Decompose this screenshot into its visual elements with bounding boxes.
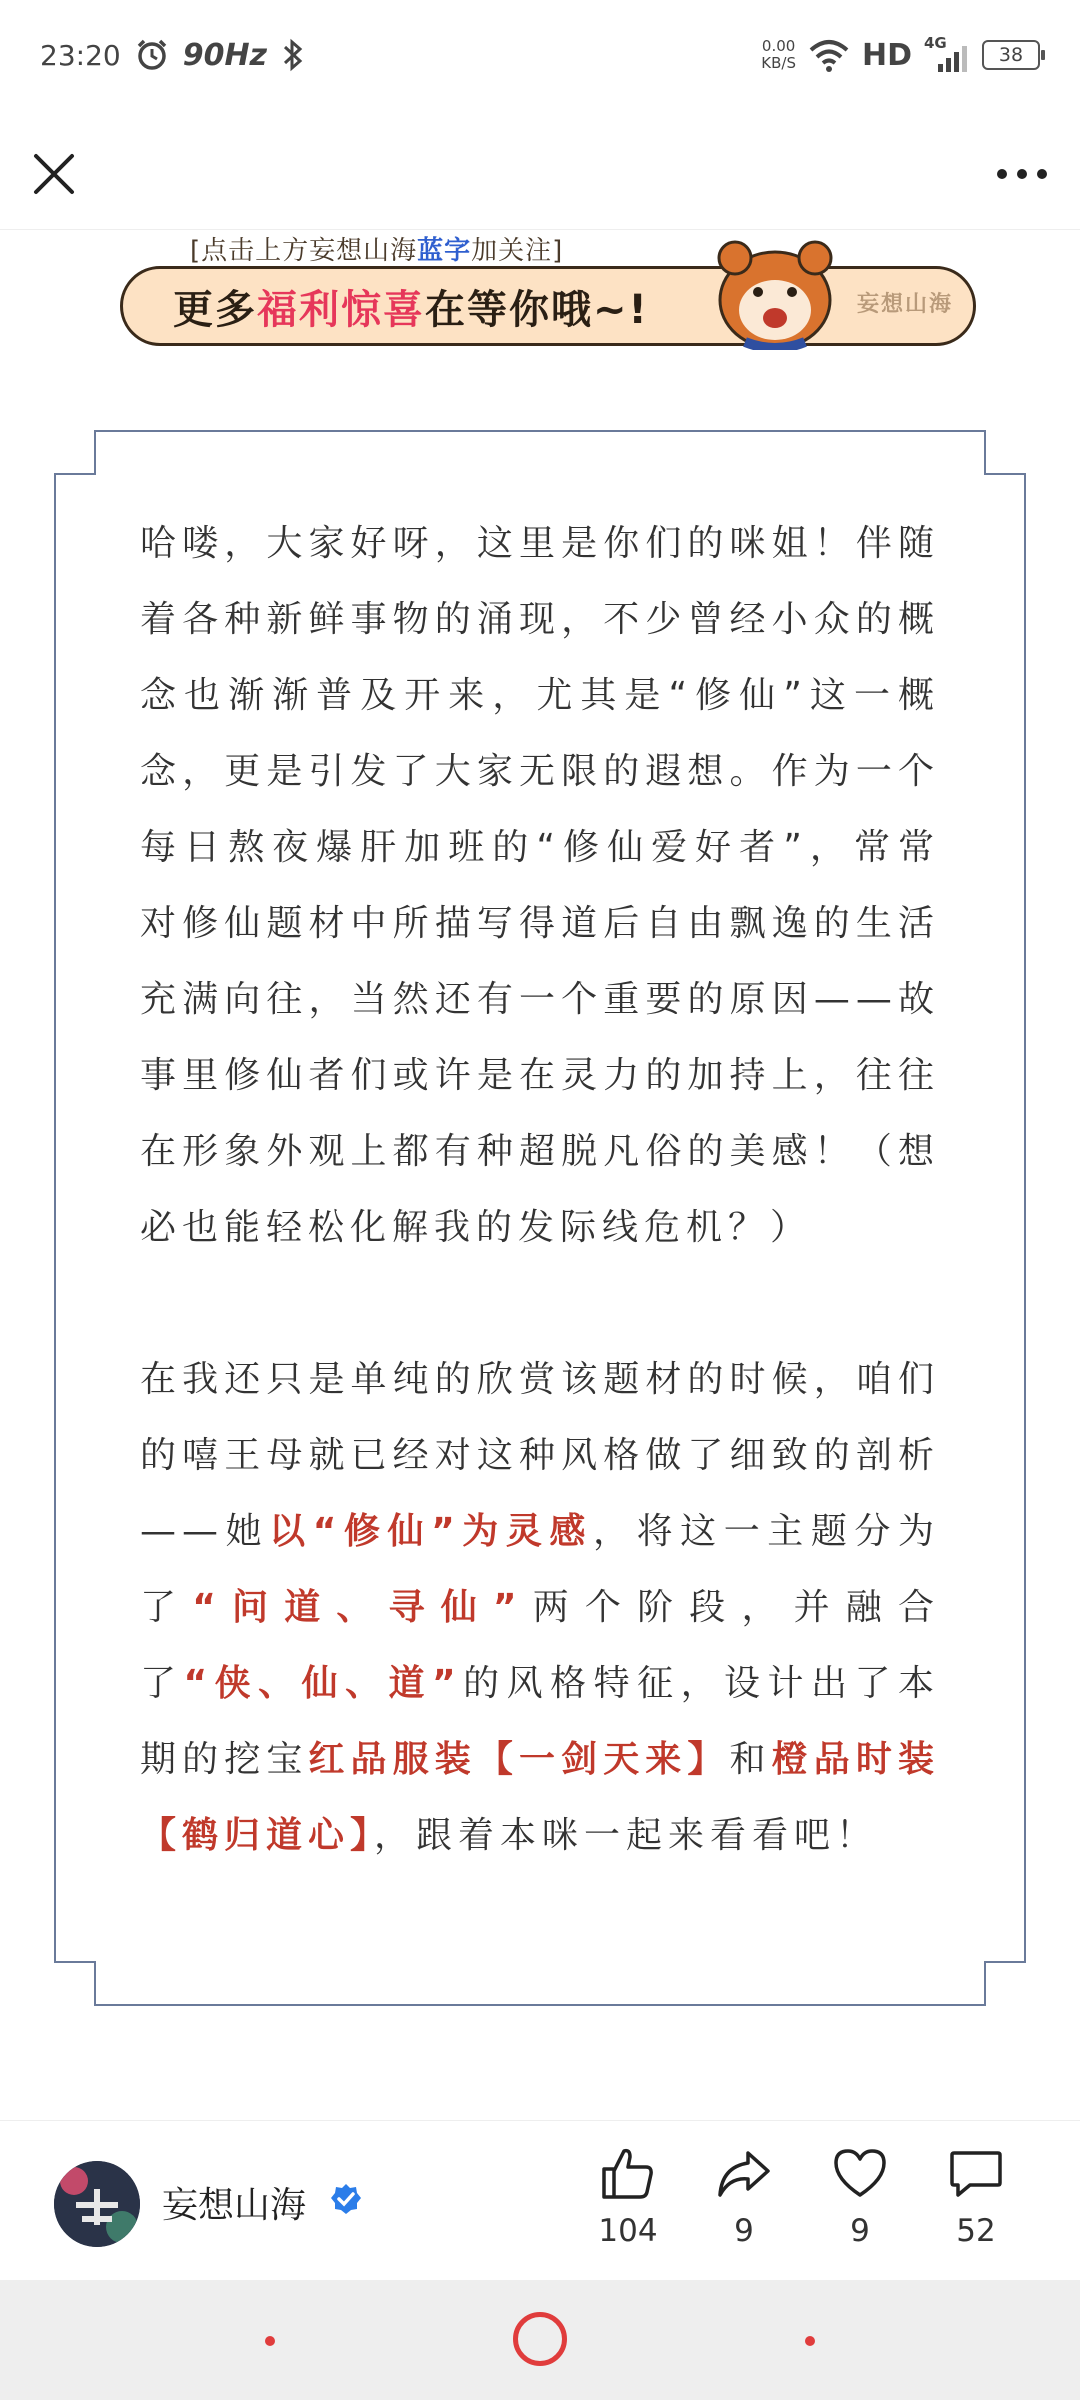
p2-text-2: ，将这一主题分为了 (140, 1511, 940, 1628)
net-speed-unit: KB/S (761, 54, 796, 72)
refresh-rate: 90Hz (182, 37, 268, 73)
like-count: 104 (598, 2213, 658, 2249)
heart-icon (832, 2147, 888, 2201)
bottom-action-bar (0, 2120, 1080, 2280)
banner-stamp: 妄想山海 (856, 292, 953, 317)
follow-banner[interactable] (0, 230, 1080, 350)
comment-bubble-icon (948, 2147, 1004, 2201)
article-paragraph-1: 哈喽，大家好呀，这里是你们的咪姐！伴随着各种新鲜事物的涌现，不少曾经小众的概念也渐渐普及开来，尤其是“修仙”这一概念，更是引发了大家无限的遐想。作为一个每日熬夜爆肝加班的“修仙爱好者”，常常对修仙题材中所描写得道后自由飘逸的生活充满向往，当然还有一个重要的原因——故事里修仙者们或许是在灵力的加持上，往往在形象外观上都有种超脱凡俗的美感！（想必也能轻松化解我的发际线危机？） (140, 523, 940, 1248)
p2-highlight-1: 以“修仙”为灵感 (269, 1511, 593, 1552)
status-right (761, 34, 1040, 73)
net-speed-value: 0.00 (761, 37, 796, 55)
net-speed (761, 38, 796, 72)
author-name[interactable]: 妄想山海 (162, 2185, 307, 2226)
status-bar (0, 0, 1080, 110)
bluetooth-icon (281, 37, 305, 73)
p2-text-6: ，跟着本咪一起来看看吧！ (374, 1815, 879, 1856)
alarm-icon (135, 38, 169, 72)
verified-badge-icon (330, 2183, 362, 2215)
like-button[interactable] (578, 2147, 678, 2267)
nav-home-button[interactable] (513, 2312, 567, 2366)
p2-text-4: 的风格特征，设计出了本期的挖宝 (140, 1663, 940, 1780)
p2-text-3: 两个阶段，并融合了 (140, 1587, 940, 1704)
banner-caption-suffix: 加关注] (471, 236, 564, 266)
more-icon (990, 146, 1054, 202)
favorite-button[interactable] (810, 2147, 910, 2267)
nav-menu-button[interactable] (265, 2336, 275, 2346)
network-type: 4G (924, 34, 947, 52)
banner-text-red: 福利惊喜 (257, 286, 425, 333)
share-button[interactable] (694, 2147, 794, 2267)
hd-label: HD (861, 37, 912, 73)
banner-text-1: 更多 (173, 286, 257, 333)
share-arrow-icon (716, 2147, 772, 2201)
comment-button[interactable] (926, 2147, 1026, 2267)
article-body (140, 506, 940, 1874)
nav-back-button[interactable] (805, 2336, 815, 2346)
comment-count: 52 (956, 2213, 996, 2249)
author-avatar[interactable] (54, 2161, 140, 2247)
close-button[interactable] (26, 146, 82, 202)
red-panda-mascot-icon (690, 230, 860, 350)
share-count: 9 (734, 2213, 754, 2249)
avatar-image (54, 2161, 140, 2247)
wifi-icon (808, 38, 850, 72)
banner-caption (190, 230, 563, 267)
banner-caption-prefix: [点击上方妄想山海 (190, 236, 418, 266)
p2-highlight-2: “问道、寻仙” (192, 1587, 523, 1628)
top-nav (0, 110, 1080, 230)
more-options-button[interactable] (990, 146, 1054, 202)
p2-highlight-5: 橙品时装【鹤归道心】 (140, 1739, 940, 1856)
p2-highlight-4: 红品服装【一剑天来】 (308, 1739, 730, 1780)
status-time: 23:20 (40, 38, 121, 72)
thumbs-up-icon (600, 2147, 656, 2201)
banner-text-2: 在等你哦~! (425, 286, 649, 333)
p2-text-1: 在我还只是单纯的欣赏该题材的时候，咱们的嘻王母就已经对这种风格做了细致的剖析——她 (140, 1359, 940, 1552)
p2-text-5: 和 (729, 1739, 772, 1780)
banner-caption-blue: 蓝字 (417, 236, 472, 266)
status-left (40, 37, 305, 73)
p2-highlight-3: “侠、仙、道” (183, 1663, 462, 1704)
system-nav-bar (0, 2280, 1080, 2400)
battery-indicator (982, 40, 1040, 70)
close-icon (26, 146, 82, 202)
favorite-count: 9 (850, 2213, 870, 2249)
battery-level: 38 (998, 44, 1024, 66)
article-paragraph-2 (140, 1342, 940, 1874)
signal-icon (924, 34, 970, 72)
